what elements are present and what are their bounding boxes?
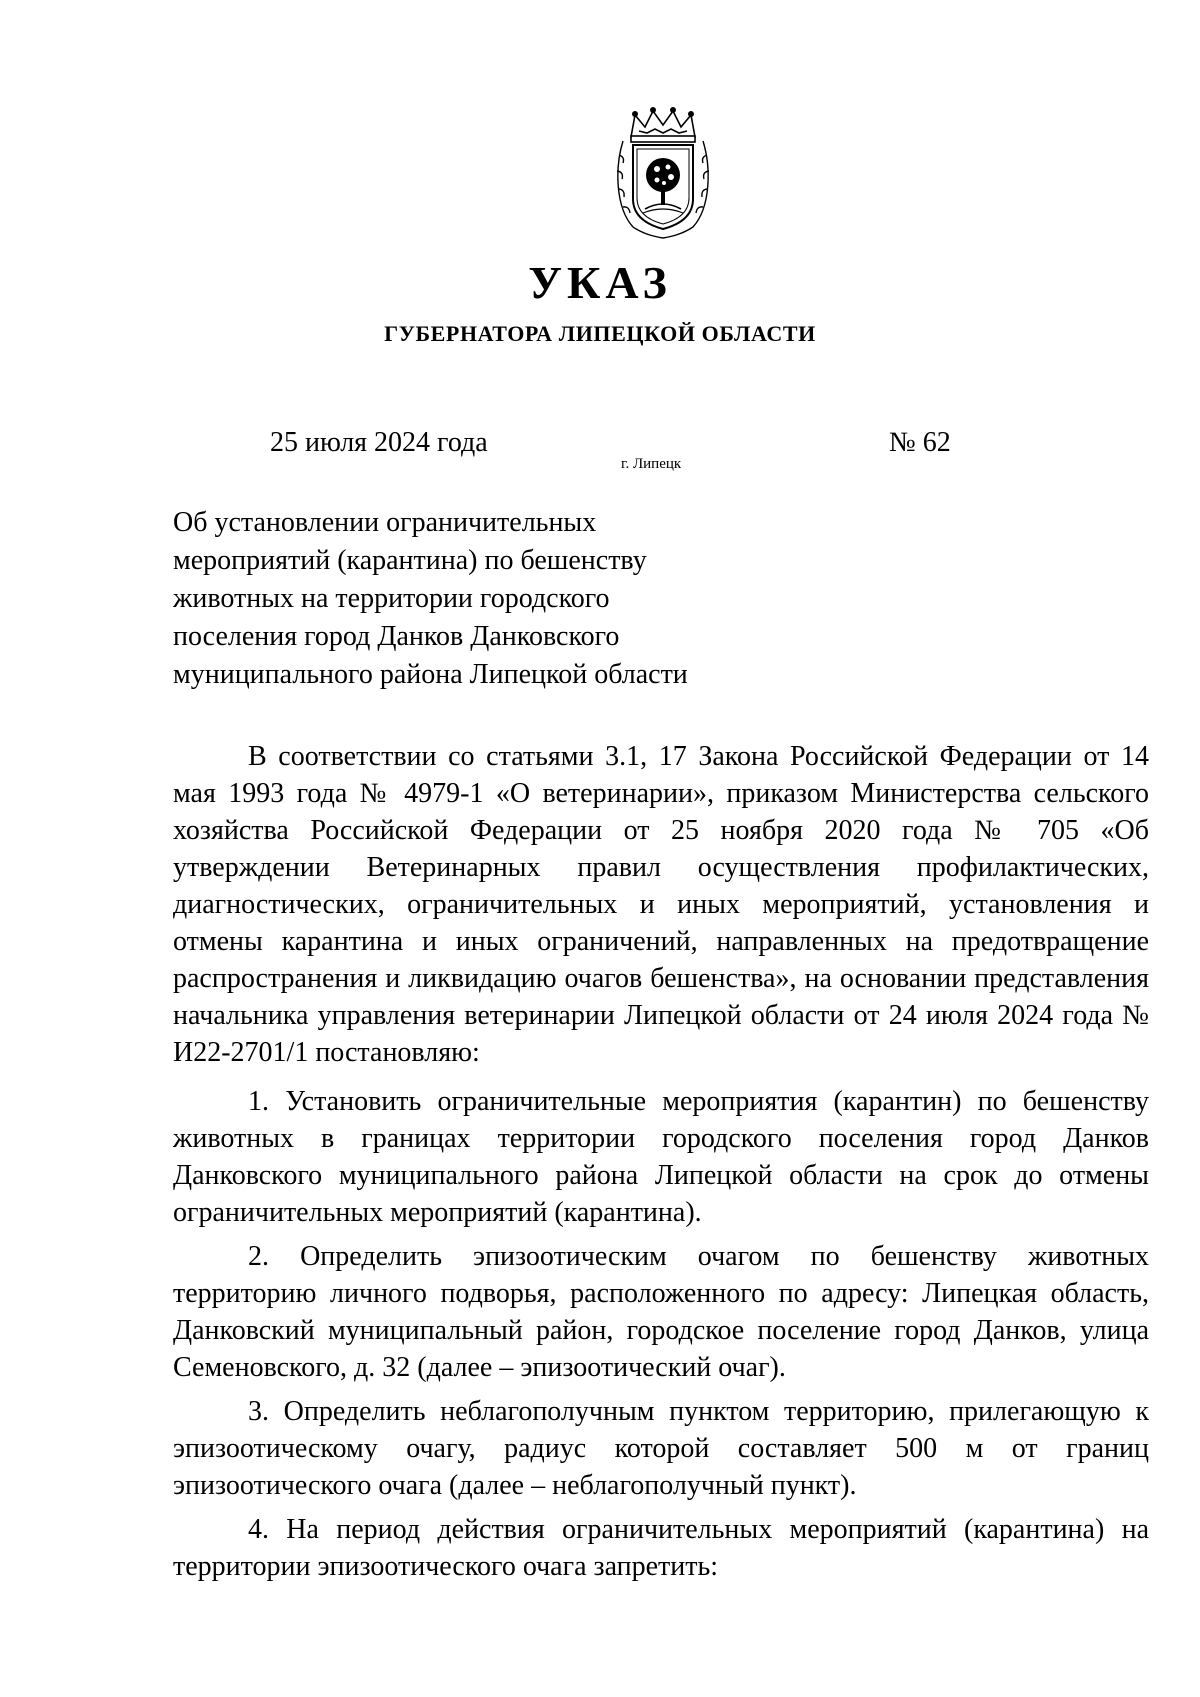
document-title: УКАЗ <box>528 257 672 308</box>
heading-line: муниципального района Липецкой области <box>173 659 688 690</box>
heading-line: поселения город Данков Данковского <box>173 621 620 652</box>
crown-icon <box>631 108 695 142</box>
document-date: 25 июля 2024 года <box>270 427 488 458</box>
document-number: № 62 <box>889 427 951 458</box>
decree-item-3: 3. Определить неблагополучным пунктом территорию, прилегающую к эпизоотическому очагу, радиус которой составляет 500 м от границ эпизоотического очага (далее – неблагополучный пункт). <box>173 1396 1149 1501</box>
document-heading <box>173 504 733 694</box>
heading-line: Об установлении ограничительных <box>173 507 597 538</box>
heading-line: мероприятий (карантина) по бешенству <box>173 545 647 576</box>
document-subtitle: ГУБЕРНАТОРА ЛИПЕЦКОЙ ОБЛАСТИ <box>384 321 816 346</box>
document-body <box>173 738 1149 1592</box>
document-city: г. Липецк <box>621 456 682 472</box>
coat-of-arms-emblem <box>613 107 713 239</box>
preamble-paragraph: В соответствии со статьями 3.1, 17 Закона Российской Федерации от 14 мая 1993 года № 4979-1 «О ветеринарии», приказом Министерства сельского хозяйства Российской Федерации от 25 ноября 2020 года № 705 «Об утверждении Ветеринарных правил осуществления профилактических, диагностических, ограничительных и иных мероприятий, установления и отмены карантина и иных ограничений, направленных на предотвращение распространения и ликвидацию очагов бешенства», на основании представления начальника управления ветеринарии Липецкой области от 24 июля 2024 года № И22-2701/1 постановляю: <box>173 741 1149 1068</box>
decree-item-4: 4. На период действия ограничительных мероприятий (карантина) на территории эпизоотического очага запретить: <box>173 1514 1149 1582</box>
decree-item-1: 1. Установить ограничительные мероприятия (карантин) по бешенству животных в границах территории городского поселения город Данков Данковского муниципального района Липецкой области на срок до отмены ограничительных мероприятий (карантина). <box>173 1086 1149 1228</box>
heading-line: животных на территории городского <box>173 583 610 614</box>
decree-item-2: 2. Определить эпизоотическим очагом по бешенству животных территорию личного подворья, расположенного по адресу: Липецкая область, Данковский муниципальный район, городское поселение город Данков, улица Семеновского, д. 32 (далее – эпизоотический очаг). <box>173 1241 1149 1383</box>
